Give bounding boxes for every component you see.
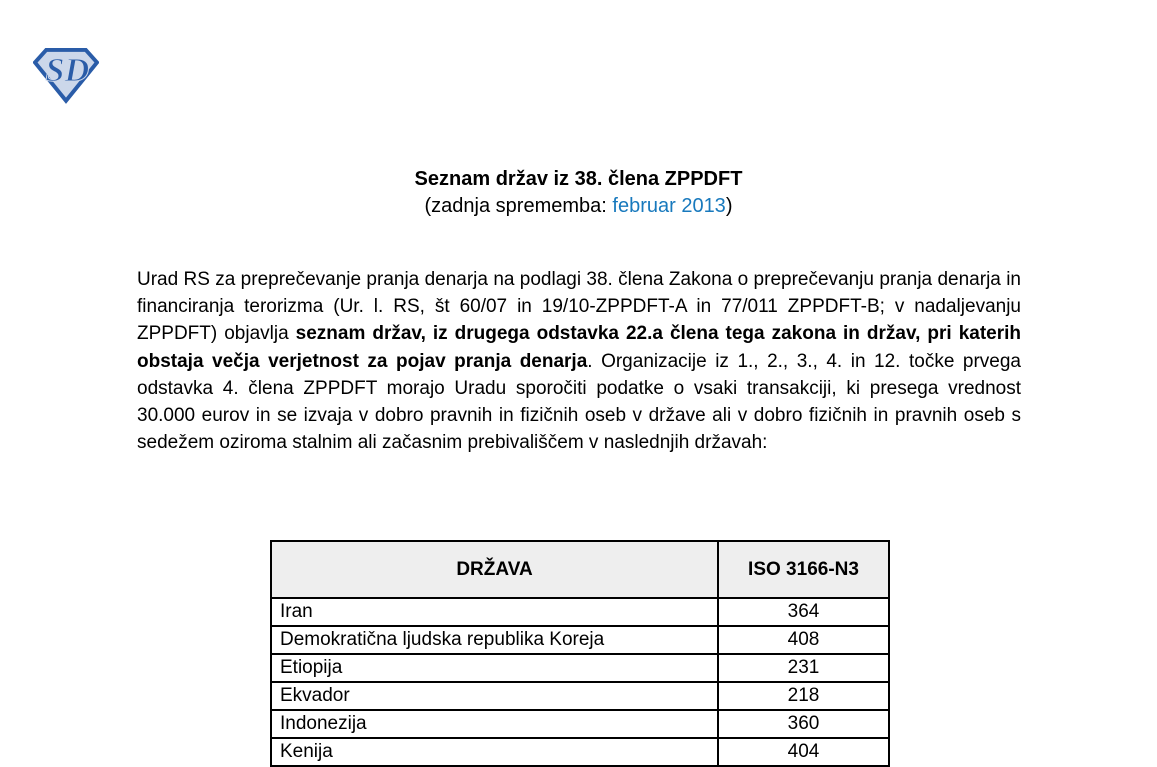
document-title: Seznam držav iz 38. člena ZPPDFT xyxy=(414,168,743,190)
table-row xyxy=(271,654,889,682)
iso-code-cell: 404 xyxy=(718,738,889,766)
table-row xyxy=(271,626,889,654)
country-name-cell: Iran xyxy=(271,598,718,626)
paragraph-bold-segment: seznam držav, iz drugega odstavka 22.a člena tega zakona in držav, pri katerih obstaja večja verjetnost za pojav pranja denarja xyxy=(137,323,1022,372)
country-table xyxy=(270,540,890,767)
paragraph-segment: Urad RS za preprečevanje pranja denarja na podlagi 38. člena Zakona o preprečevanju pranja denarja in financiranja terorizma (Ur. l. RS, št 60/07 in 19/10-ZPPDFT-A in 77/011 ZPPDFT-B; v nadaljevanju ZPPDFT) objavlja xyxy=(137,269,1021,345)
table-row xyxy=(271,682,889,710)
sd-shield-logo xyxy=(33,46,99,104)
document-title-block xyxy=(0,166,1157,220)
subtitle-prefix: (zadnja sprememba: xyxy=(424,195,613,217)
iso-code-cell: 360 xyxy=(718,710,889,738)
intro-paragraph xyxy=(137,266,1021,456)
country-table-header xyxy=(271,541,889,598)
iso-code-cell: 231 xyxy=(718,654,889,682)
document-subtitle xyxy=(0,193,1157,220)
last-change-date: februar 2013 xyxy=(612,195,726,217)
table-row xyxy=(271,710,889,738)
column-header-country: DRŽAVA xyxy=(271,541,718,598)
country-name-cell: Etiopija xyxy=(271,654,718,682)
paragraph-segment: . Organizacije iz 1., 2., 3., 4. in 12. točke prvega odstavka 4. člena ZPPDFT morajo Uradu sporočiti podatke o vsaki transakciji, ki presega vrednost 30.000 eurov in se izvaja v dobro pravnih in fizičnih oseb v države ali v dobro fizičnih in pravnih oseb s sedežem oziroma stalnim ali začasnim prebivališčem v naslednjih državah: xyxy=(137,350,1021,454)
country-name-cell: Ekvador xyxy=(271,682,718,710)
header-row xyxy=(271,541,889,598)
table-row xyxy=(271,738,889,766)
iso-code-cell: 364 xyxy=(718,598,889,626)
iso-code-cell: 408 xyxy=(718,626,889,654)
column-header-iso-code: ISO 3166-N3 xyxy=(718,541,889,598)
sd-shield-logo-icon xyxy=(33,46,99,104)
country-name-cell: Kenija xyxy=(271,738,718,766)
subtitle-suffix: ) xyxy=(725,195,733,217)
country-table-body xyxy=(271,598,889,766)
iso-code-cell: 218 xyxy=(718,682,889,710)
svg-text:SD: SD xyxy=(45,50,90,89)
country-name-cell: Indonezija xyxy=(271,710,718,738)
country-name-cell: Demokratična ljudska republika Koreja xyxy=(271,626,718,654)
table-row xyxy=(271,598,889,626)
